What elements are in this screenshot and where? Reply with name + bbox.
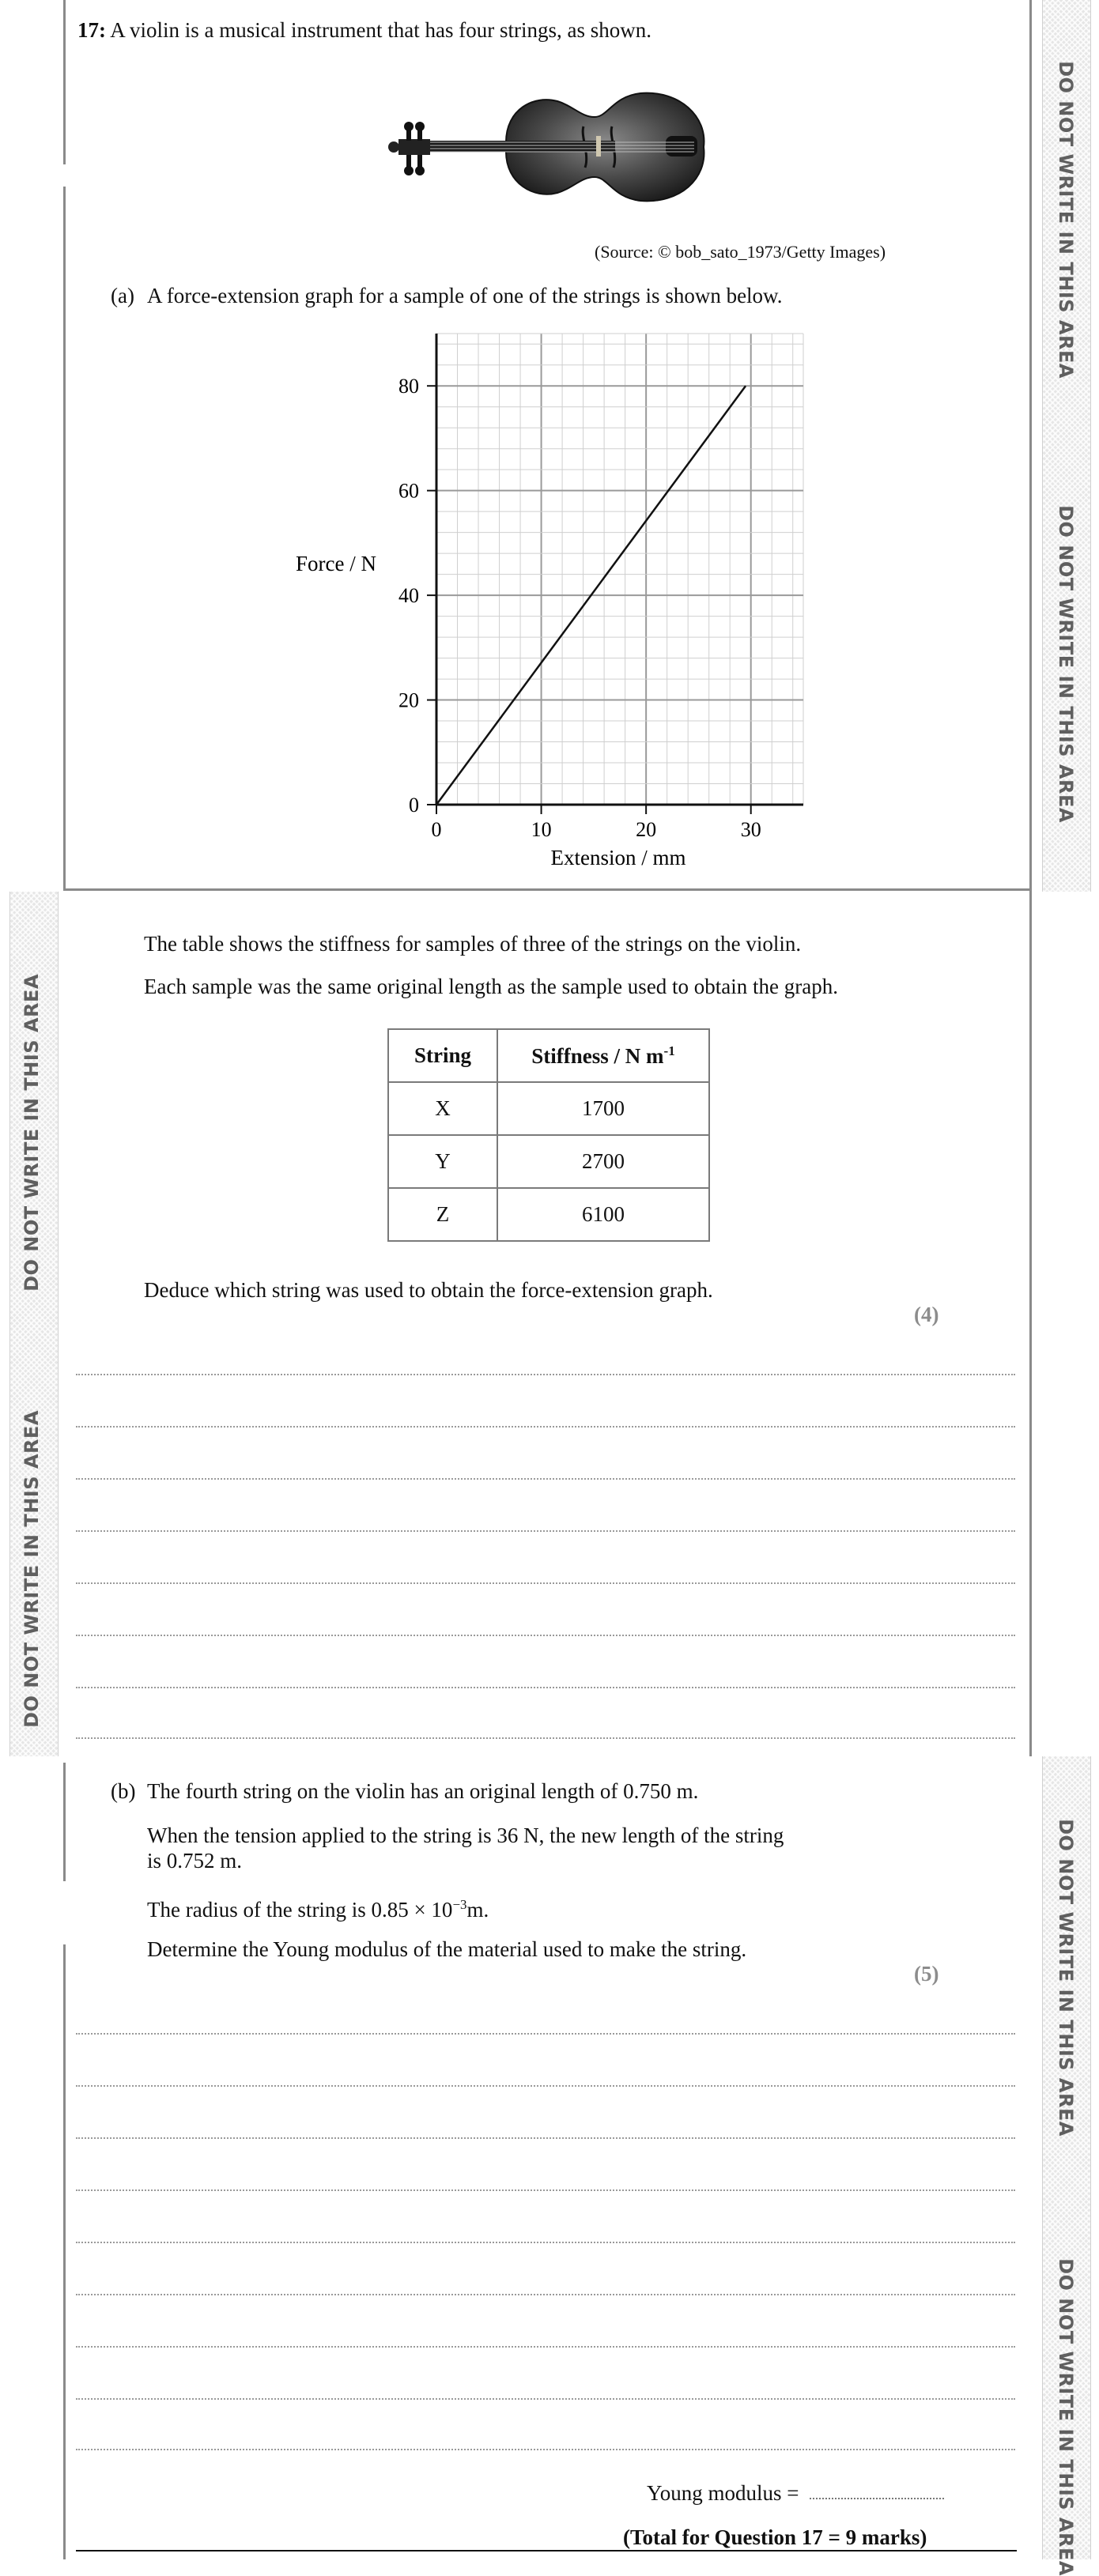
answer-line[interactable] bbox=[76, 1582, 1015, 1584]
y-tick-label: 60 bbox=[398, 479, 419, 503]
marks-part-a: (4) bbox=[914, 1303, 939, 1326]
answer-line[interactable] bbox=[76, 1635, 1015, 1636]
page-border-right bbox=[1029, 0, 1032, 888]
table-cell: Y bbox=[388, 1135, 497, 1188]
answer-line[interactable] bbox=[76, 2033, 1015, 2035]
stiffness-header-exp: -1 bbox=[663, 1043, 675, 1058]
x-tick-label: 20 bbox=[636, 818, 657, 841]
table-row bbox=[388, 1135, 709, 1188]
answer-line[interactable] bbox=[76, 1737, 1015, 1739]
violin-image bbox=[387, 85, 719, 212]
page-border-top bbox=[63, 888, 1029, 891]
question-intro bbox=[77, 17, 651, 43]
table-row bbox=[388, 1188, 709, 1241]
do-not-write-label: DO NOT WRITE IN THIS AREA bbox=[1055, 2258, 1077, 2576]
answer-line[interactable] bbox=[76, 2449, 1015, 2450]
answer-line[interactable] bbox=[76, 1530, 1015, 1532]
deduce-instruction: Deduce which string was used to obtain the force-extension graph. bbox=[144, 1278, 713, 1302]
answer-line[interactable] bbox=[76, 2189, 1015, 2191]
answer-line[interactable] bbox=[76, 2085, 1015, 2087]
answer-line[interactable] bbox=[76, 2242, 1015, 2243]
total-marks: (Total for Question 17 = 9 marks) bbox=[623, 2525, 927, 2549]
answer-line[interactable] bbox=[76, 1426, 1015, 1428]
marks-part-b: (5) bbox=[914, 1962, 939, 1986]
page-border-left bbox=[63, 187, 66, 888]
answer-line[interactable] bbox=[76, 1374, 1015, 1375]
x-tick-label: 0 bbox=[431, 818, 442, 841]
y-tick-label: 0 bbox=[409, 794, 419, 817]
part-b-line3 bbox=[147, 1892, 489, 1922]
do-not-write-label: DO NOT WRITE IN THIS AREA bbox=[21, 974, 43, 1292]
x-tick-label: 30 bbox=[740, 818, 761, 841]
question-intro-text: A violin is a musical instrument that has four strings, as shown. bbox=[110, 18, 651, 42]
table-intro-1: The table shows the stiffness for samples of three of the strings on the violin. bbox=[144, 932, 802, 956]
table-intro-2: Each sample was the same original length as the sample used to obtain the graph. bbox=[144, 975, 839, 998]
table-cell: X bbox=[388, 1082, 497, 1135]
young-modulus-label: Young modulus = bbox=[647, 2481, 799, 2505]
table-cell: 2700 bbox=[497, 1135, 709, 1188]
do-not-write-label: DO NOT WRITE IN THIS AREA bbox=[1055, 1819, 1077, 2137]
chart-ticks bbox=[398, 375, 761, 841]
question-end-rule bbox=[76, 2550, 1017, 2551]
chart-ylabel: Force / N bbox=[296, 552, 376, 575]
do-not-write-label: DO NOT WRITE IN THIS AREA bbox=[1055, 505, 1077, 823]
do-not-write-label: DO NOT WRITE IN THIS AREA bbox=[1055, 61, 1077, 379]
answer-line[interactable] bbox=[76, 2294, 1015, 2295]
answer-line[interactable] bbox=[76, 2398, 1015, 2400]
part-b-line2a: When the tension applied to the string is 36 N, the new length of the string bbox=[147, 1824, 784, 1847]
chart-axes bbox=[436, 334, 803, 805]
y-tick-label: 80 bbox=[398, 375, 419, 398]
answer-line[interactable] bbox=[76, 1478, 1015, 1480]
table-cell: 6100 bbox=[497, 1188, 709, 1241]
page-border-left bbox=[63, 0, 66, 164]
force-extension-chart bbox=[277, 322, 830, 876]
y-tick-label: 40 bbox=[398, 584, 419, 608]
radius-text: The radius of the string is 0.85 × 10 bbox=[147, 1898, 453, 1922]
radius-exponent: −3 bbox=[452, 1897, 467, 1912]
part-b-line4: Determine the Young modulus of the material used to make the string. bbox=[147, 1937, 747, 1961]
page-border-left bbox=[63, 1763, 66, 1881]
answer-line[interactable] bbox=[76, 2137, 1015, 2139]
question-number: 17: bbox=[77, 18, 106, 42]
table-header-row bbox=[388, 1029, 709, 1082]
x-tick-label: 10 bbox=[531, 818, 552, 841]
chart-xlabel: Extension / mm bbox=[550, 846, 686, 869]
table-cell: Z bbox=[388, 1188, 497, 1241]
radius-unit: m. bbox=[466, 1898, 489, 1922]
stiffness-header-text: Stiffness / N m bbox=[531, 1043, 664, 1068]
y-tick-label: 20 bbox=[398, 688, 419, 712]
table-header: String bbox=[388, 1029, 497, 1082]
part-a-text: A force-extension graph for a sample of one of the strings is shown below. bbox=[147, 284, 783, 307]
table-cell: 1700 bbox=[497, 1082, 709, 1135]
chart-grid bbox=[436, 334, 803, 805]
image-source: (Source: © bob_sato_1973/Getty Images) bbox=[595, 242, 886, 262]
part-b-line2b: is 0.752 m. bbox=[147, 1849, 243, 1873]
answer-line[interactable] bbox=[76, 2346, 1015, 2348]
part-b-label: (b) bbox=[111, 1779, 136, 1803]
page-border-left bbox=[63, 1944, 66, 2559]
do-not-write-label: DO NOT WRITE IN THIS AREA bbox=[21, 1410, 43, 1728]
young-modulus-answer-line[interactable] bbox=[810, 2498, 944, 2499]
stiffness-table bbox=[387, 1028, 710, 1242]
table-header bbox=[497, 1029, 709, 1082]
part-b-line1: The fourth string on the violin has an original length of 0.750 m. bbox=[147, 1779, 699, 1803]
table-row bbox=[388, 1082, 709, 1135]
page-border-right bbox=[1029, 888, 1032, 1756]
answer-line[interactable] bbox=[76, 1687, 1015, 1688]
part-a-label: (a) bbox=[111, 284, 134, 307]
